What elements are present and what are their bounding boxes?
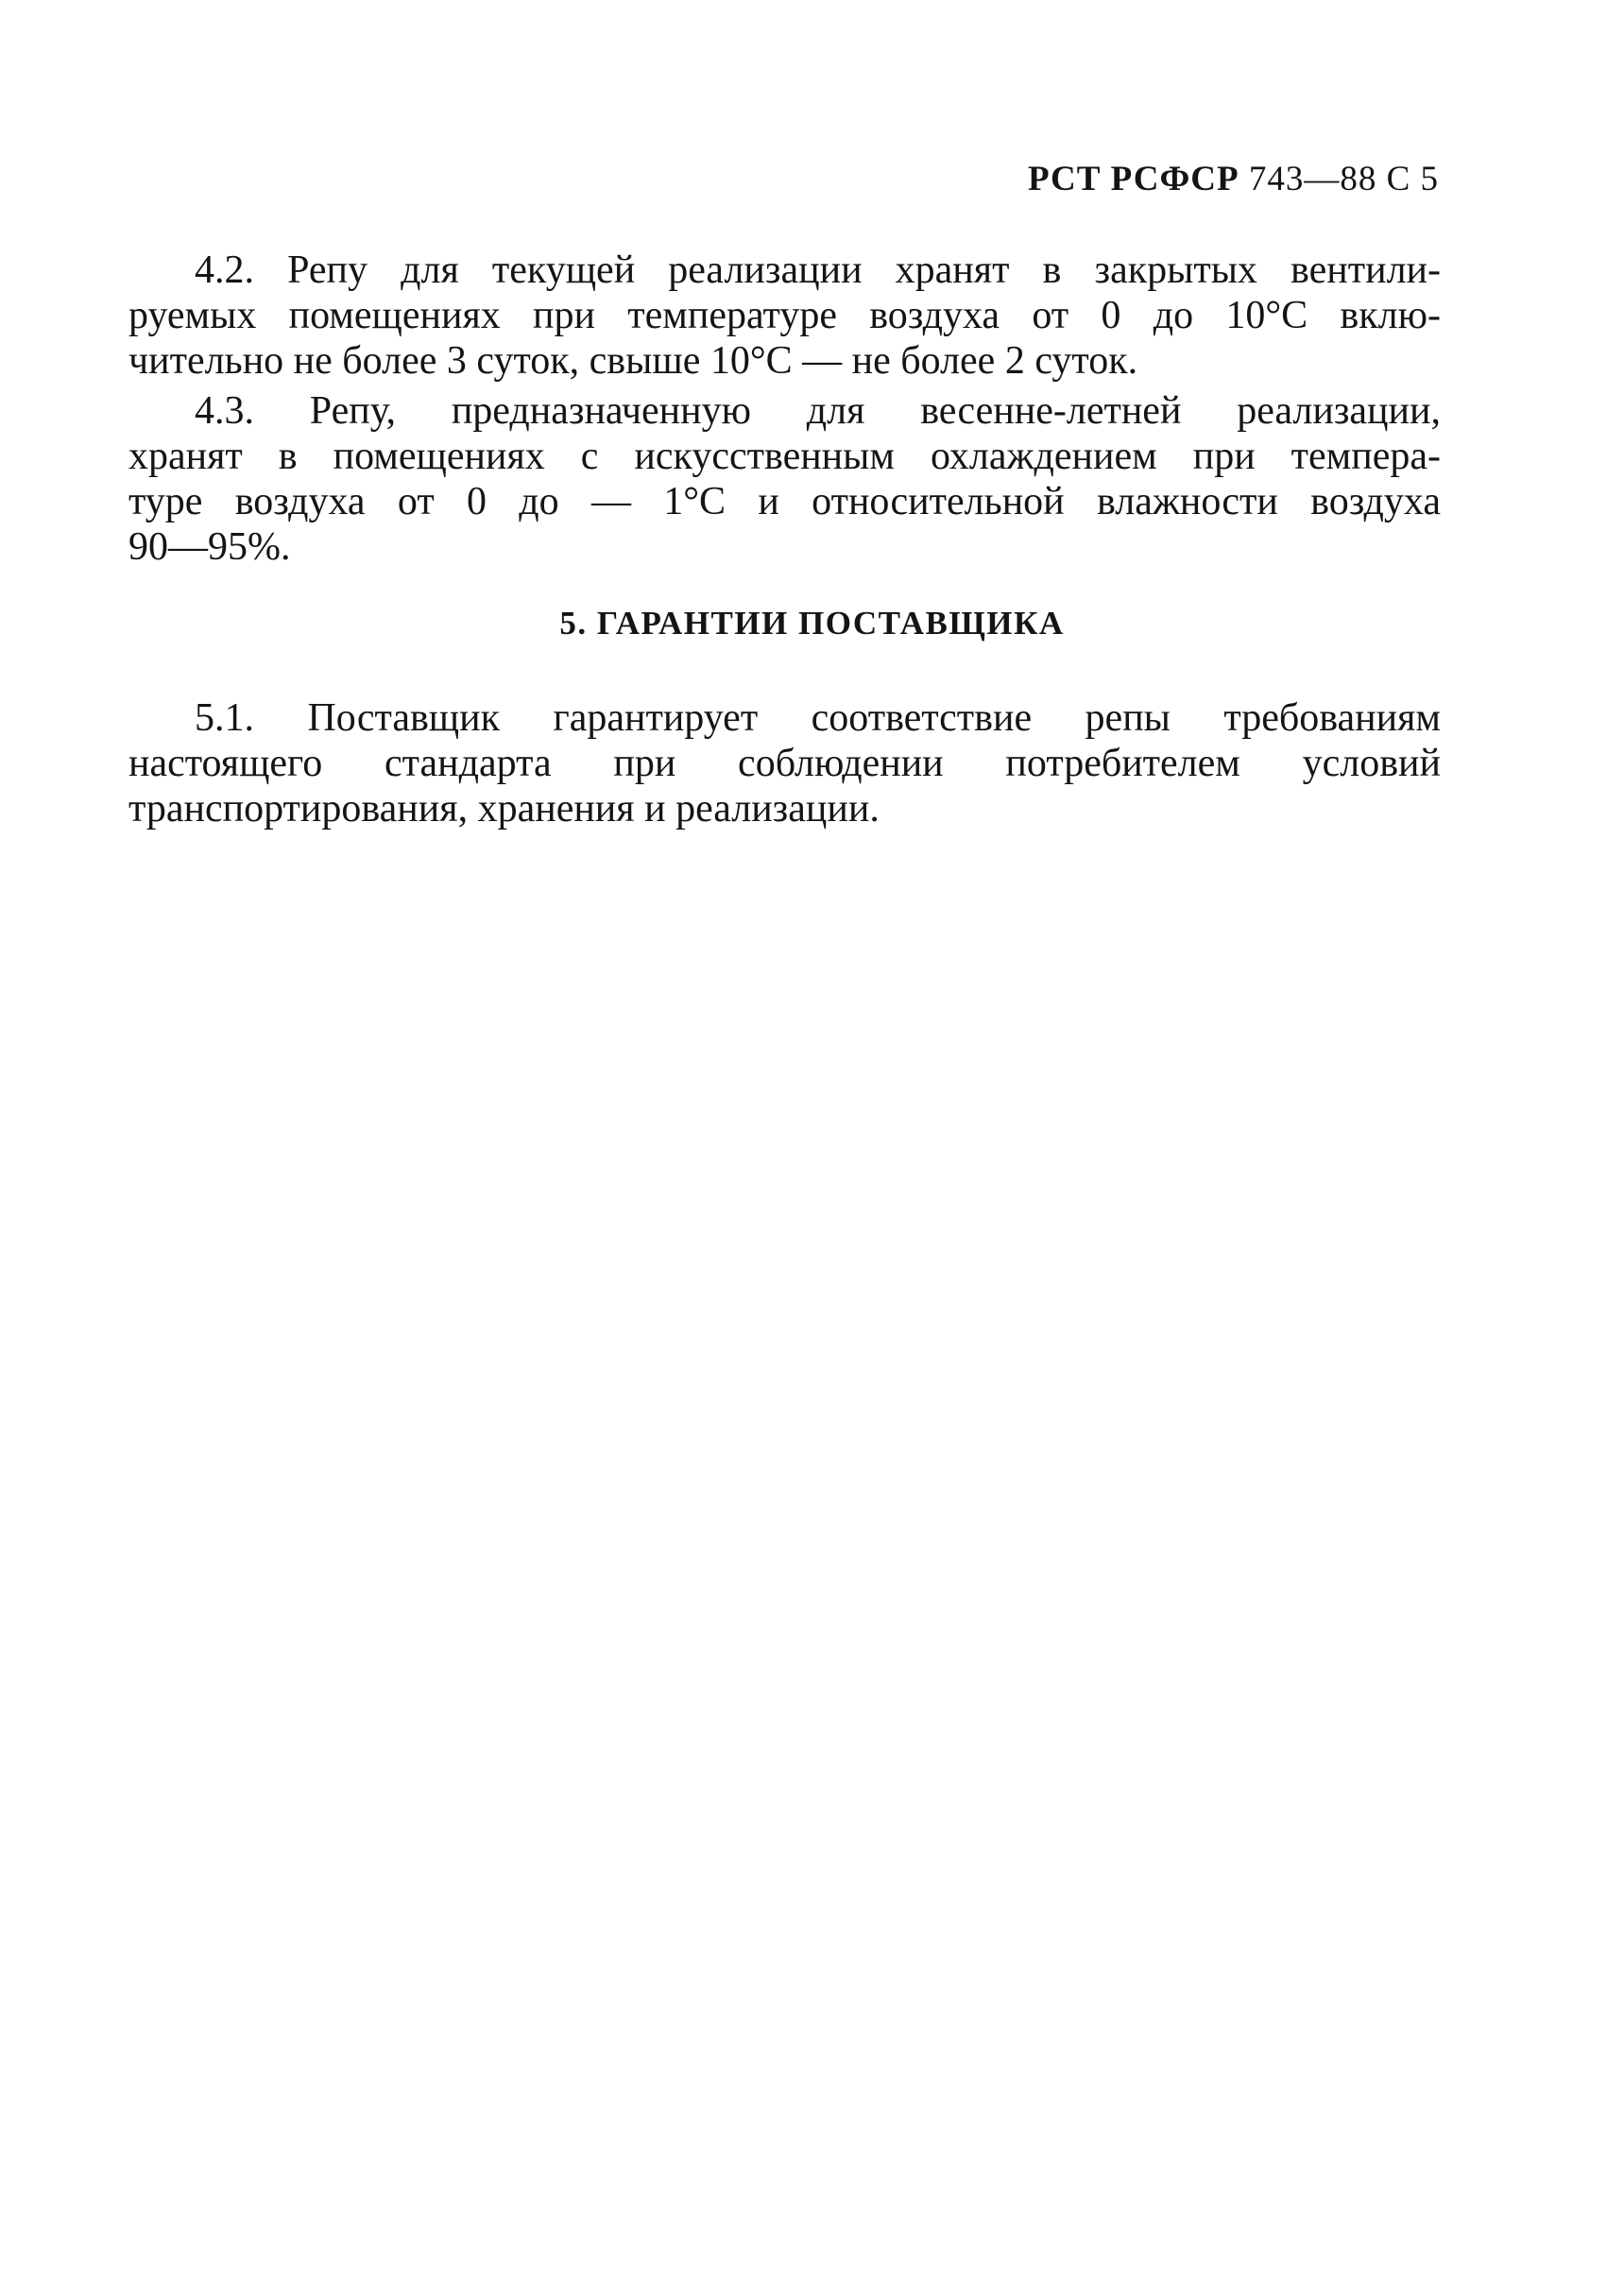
- paragraph-line: 90—95%.: [128, 525, 291, 569]
- paragraph-line: хранят в помещениях с искусственным охлаждением при темпера-: [128, 435, 1441, 478]
- page-header: [1028, 159, 1439, 199]
- section-heading: 5. ГАРАНТИИ ПОСТАВЩИКА: [559, 605, 1065, 642]
- paragraph-line: транспортирования, хранения и реализации.: [128, 787, 880, 831]
- standard-code: РСТ РСФСР: [1027, 160, 1239, 198]
- paragraph-line: 4.3. Репу, предназначенную для весенне-летней реализации,: [195, 389, 1441, 433]
- paragraph-line: туре воздуха от 0 до — 1°С и относительной влажности воздуха: [128, 480, 1441, 523]
- standard-number-page: 743—88 С 5: [1248, 160, 1439, 198]
- paragraph-line: руемых помещениях при температуре воздуха от 0 до 10°С вклю-: [128, 294, 1441, 337]
- paragraph-line: 4.2. Репу для текущей реализации хранят в закрытых вентили-: [195, 248, 1441, 292]
- paragraph-line: 5.1. Поставщик гарантирует соответствие репы требованиям: [195, 696, 1441, 740]
- paragraph-line: чительно не более 3 суток, свыше 10°С — не более 2 суток.: [128, 339, 1138, 383]
- paragraph-line: настоящего стандарта при соблюдении потребителем условий: [128, 742, 1441, 785]
